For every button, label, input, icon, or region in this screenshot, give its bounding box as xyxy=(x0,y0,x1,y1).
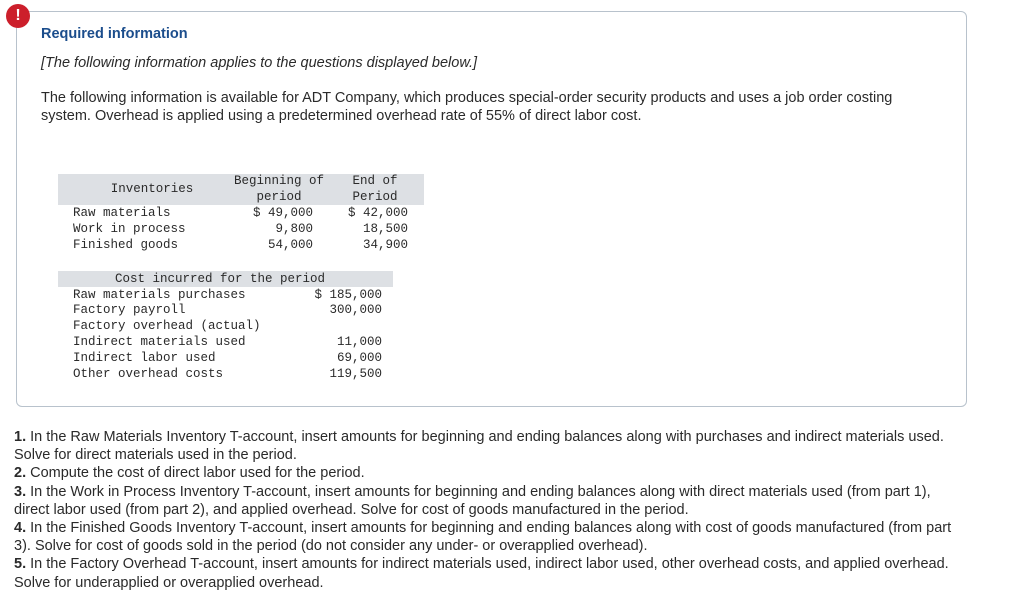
intro-paragraph: The following information is available for ADT Company, which produces special-order security products and uses a job order costing system. Overhead is applied using a predetermined overhead rate of 55% of direct labor cost. xyxy=(41,90,893,124)
inventory-row-beginning: 9,800 xyxy=(275,222,313,236)
cost-row-label: Indirect materials used xyxy=(73,335,246,349)
questions-list xyxy=(14,428,954,592)
question-item xyxy=(14,428,954,464)
cost-row-value: 11,000 xyxy=(336,335,382,349)
question-number: 4. xyxy=(14,520,27,537)
question-text: In the Raw Materials Inventory T-account, insert amounts for beginning and ending balances along with purchases and indirect materials used. Solve for direct materials used in the period. xyxy=(14,429,944,464)
cost-row-value: $ 185,000 xyxy=(314,288,382,302)
inventory-row-label: Work in process xyxy=(73,222,186,236)
section-heading: Required information xyxy=(41,26,188,42)
inventory-row-end: 18,500 xyxy=(362,222,408,236)
question-item xyxy=(14,519,954,555)
question-number: 3. xyxy=(14,483,27,500)
inventories-header-beginning: Beginning of period xyxy=(233,174,324,204)
question-text: Compute the cost of direct labor used for the period. xyxy=(26,465,365,482)
question-number: 5. xyxy=(14,556,27,573)
bracket-note: [The following information applies to the questions displayed below.] xyxy=(41,55,478,71)
inventory-row-label: Finished goods xyxy=(73,238,179,252)
inventory-row-label: Raw materials xyxy=(73,206,171,220)
cost-row-label: Other overhead costs xyxy=(73,367,224,381)
inventory-row-beginning: $ 49,000 xyxy=(252,206,313,220)
cost-row-label: Indirect labor used xyxy=(73,351,216,365)
inventories-header-end: End of Period xyxy=(352,174,398,204)
inventory-row-beginning: 54,000 xyxy=(267,238,313,252)
cost-row-value: 119,500 xyxy=(329,367,382,381)
cost-row-value: 69,000 xyxy=(336,351,382,365)
question-item xyxy=(14,464,954,482)
question-text: In the Work in Process Inventory T-account, insert amounts for beginning and ending balances along with direct materials used (from part 1), direct labor used (from part 2), and applied overhead. Solve for cost of goods manufactured in the period. xyxy=(14,483,931,518)
costs-header: Cost incurred for the period xyxy=(115,272,326,286)
question-number: 1. xyxy=(14,429,27,445)
cost-row-label: Factory overhead (actual) xyxy=(73,319,261,333)
question-item xyxy=(14,555,954,591)
question-item xyxy=(14,483,954,519)
question-text: In the Finished Goods Inventory T-account, insert amounts for beginning and ending balances along with cost of goods manufactured (from part 3). Solve for cost of goods sold in the period (do not consider any under- or overapplied overhead). xyxy=(14,520,952,555)
question-text: In the Factory Overhead T-account, insert amounts for indirect materials used, indirect labor used, other overhead costs, and applied overhead. Solve for underapplied or overapplied overhead. xyxy=(14,556,949,591)
inventory-row-end: 34,900 xyxy=(362,238,408,252)
cost-row-value: 300,000 xyxy=(329,303,382,317)
cost-row-label: Raw materials purchases xyxy=(73,288,246,302)
question-number: 2. xyxy=(14,465,27,482)
cost-row-label: Factory payroll xyxy=(73,303,186,317)
alert-icon: ! xyxy=(6,4,30,28)
inventory-row-end: $ 42,000 xyxy=(347,206,408,220)
inventories-header-label: Inventories xyxy=(110,182,194,196)
